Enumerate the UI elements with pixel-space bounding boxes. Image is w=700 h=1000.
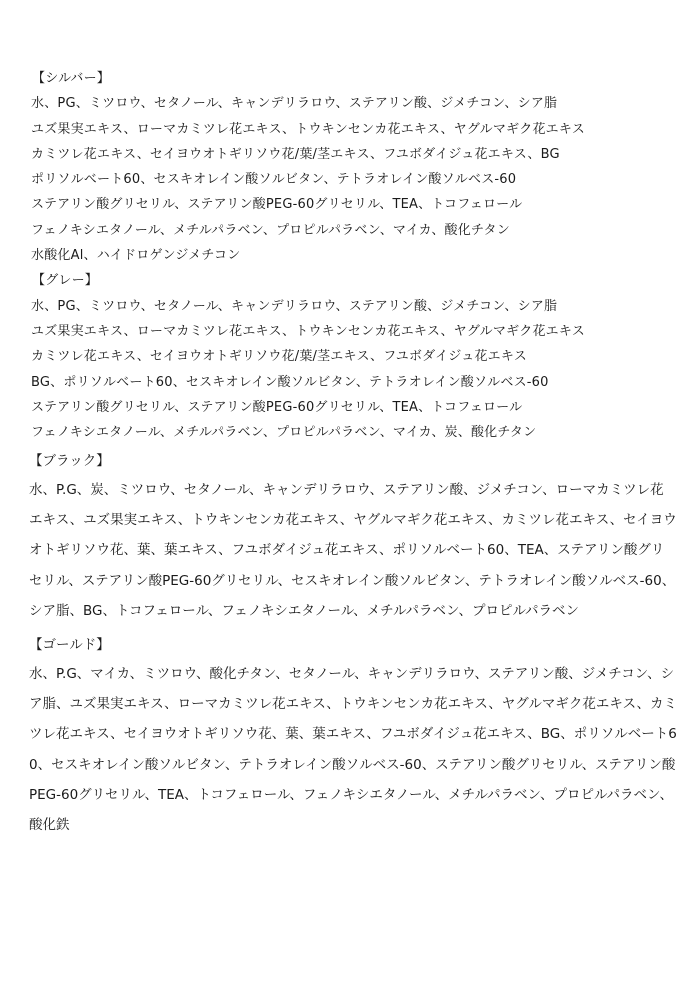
silver-ingredients-line-6: フェノキシエタノール、メチルパラベン、プロピルパラベン、マイカ、酸化チタン (31, 222, 510, 238)
gray-ingredients-line-1: 水、PG、ミツロウ、セタノール、キャンデリラロウ、ステアリン酸、ジメチコン、シア脂 (31, 298, 558, 314)
gray-ingredients-line-6: フェノキシエタノール、メチルパラベン、プロピルパラベン、マイカ、炭、酸化チタン (31, 425, 537, 441)
silver-ingredients-line-1: 水、PG、ミツロウ、セタノール、キャンデリラロウ、ステアリン酸、ジメチコン、シア脂 (31, 96, 558, 112)
gray-ingredients-line-4: BG、ポリソルベート60、セスキオレイン酸ソルビタン、テトラオレイン酸ソルベス-60 (31, 374, 549, 390)
gray-ingredients-line-2: ユズ果実エキス、ローマカミツレ花エキス、トウキンセンカ花エキス、ヤグルマギク花エキス (31, 323, 586, 339)
silver-ingredients-line-3: カミツレ花エキス、セイヨウオトギリソウ花/葉/茎エキス、フユボダイジュ花エキス、BG (31, 146, 560, 162)
silver-ingredients-line-7: 水酸化Al、ハイドロゲンジメチコン (31, 248, 241, 264)
silver-ingredients-line-5: ステアリン酸グリセリル、ステアリン酸PEG-60グリセリル、TEA、トコフェロール (31, 197, 523, 213)
silver-ingredients-line-4: ポリソルベート60、セスキオレイン酸ソルビタン、テトラオレイン酸ソルベス-60 (31, 172, 517, 188)
silver-heading: 【シルバー】 (32, 71, 110, 86)
black-heading: 【ブラック】 (29, 453, 110, 469)
ingredients-lower-section (29, 448, 679, 840)
gold-heading: 【ゴールド】 (29, 637, 110, 654)
ingredients-upper-section (31, 66, 681, 445)
silver-ingredients-line-2: ユズ果実エキス、ローマカミツレ花エキス、トウキンセンカ花エキス、ヤグルマギク花エキス (31, 121, 586, 137)
gray-ingredients-line-5: ステアリン酸グリセリル、ステアリン酸PEG-60グリセリル、TEA、トコフェロール (31, 399, 523, 415)
gray-heading: 【グレー】 (32, 273, 99, 289)
gray-ingredients-line-3: カミツレ花エキス、セイヨウオトギリソウ花/葉/茎エキス、フユボダイジュ花エキス (31, 349, 528, 365)
black-ingredients-text: 水、P.G、炭、ミツロウ、セタノール、キャンデリラロウ、ステアリン酸、ジメチコン、ローマカミツレ花エキス、ユズ果実エキス、トウキンセンカ花エキス、ヤグルマギク花エキス、カミツレ花エキス、セイヨウオトギリソウ花、葉、葉エキス、フユボダイジュ花エキス、ポリソルベート60、TEA、ステアリン酸グリセリル、ステアリン酸PEG-60グリセリル、セスキオレイン酸ソルビタン、テトラオレイン酸ソルベス-60、シア脂、BG、トコフェロール、フェノキシエタノール、メチルパラベン、プロピルパラベン (29, 482, 677, 619)
gold-ingredients-text: 水、P.G、マイカ、ミツロウ、酸化チタン、セタノール、キャンデリラロウ、ステアリン酸、ジメチコン、シア脂、ユズ果実エキス、ローマカミツレ花エキス、トウキンセンカ花エキス、ヤグルマギク花エキス、カミツレ花エキス、セイヨウオトギリソウ花、葉、葉エキス、フユボダイジュ花エキス、BG、ポリソルベート60、セスキオレイン酸ソルビタン、テトラオレイン酸ソルベス-60、ステアリン酸グリセリル、ステアリン酸PEG-60グリセリル、TEA、トコフェロール、フェノキシエタノール、メチルパラベン、プロピルパラベン、酸化鉄 (29, 666, 677, 834)
